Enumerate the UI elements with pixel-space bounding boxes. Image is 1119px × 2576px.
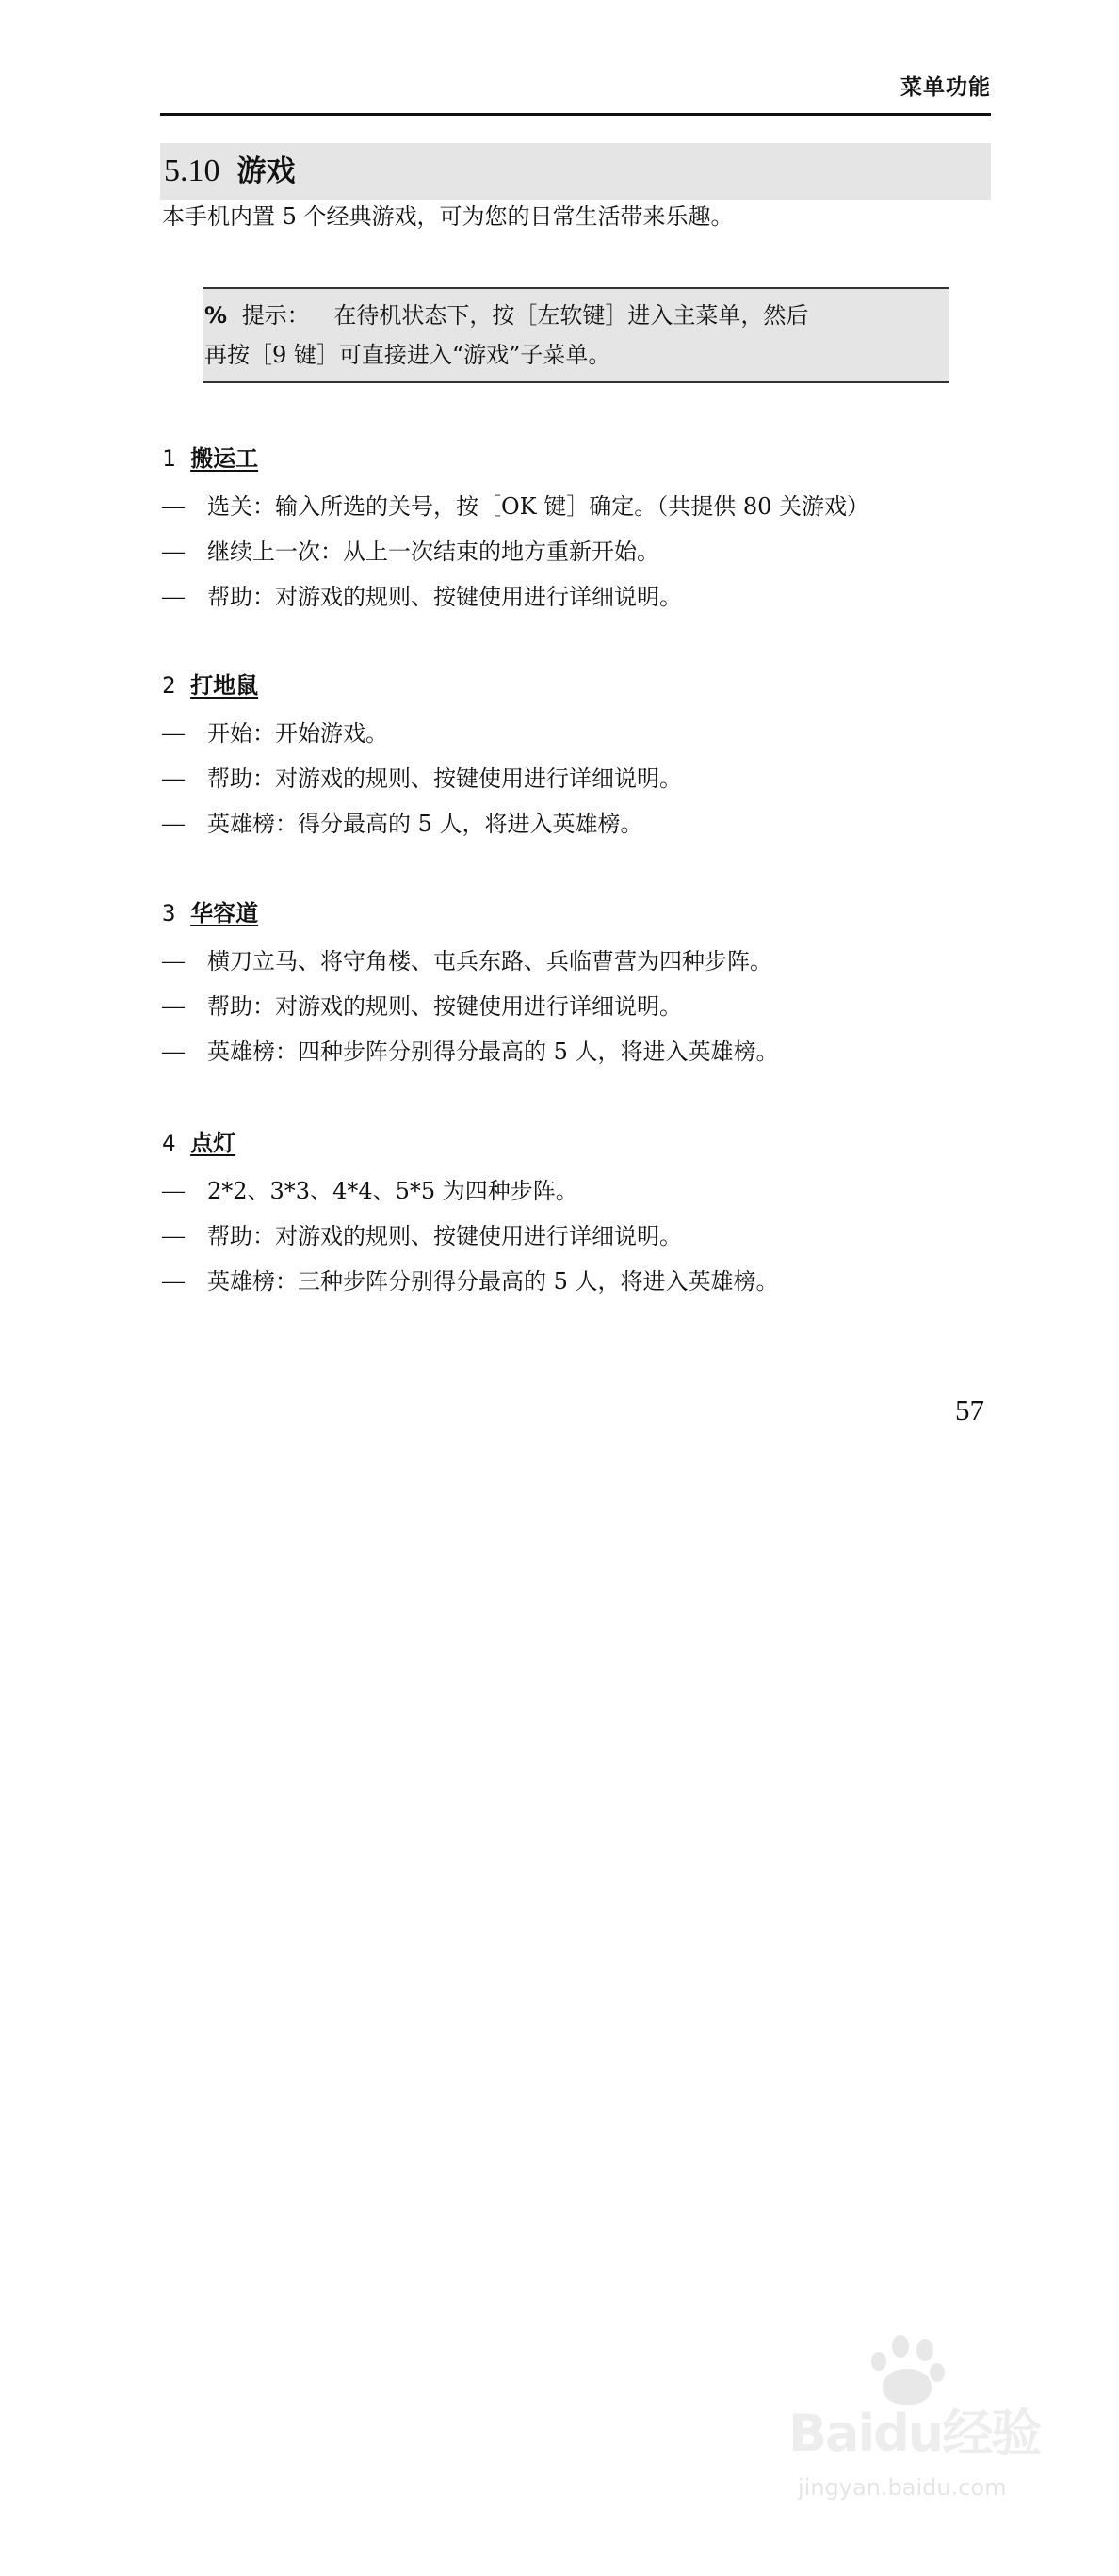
- section-heading-bar: [160, 143, 991, 200]
- list-dash: —: [162, 812, 185, 836]
- game-item-text: 英雄榜：三种步阵分别得分最高的 5 人，将进入英雄榜。: [207, 1268, 779, 1295]
- page-number: 57: [955, 1393, 984, 1426]
- game-number: 2: [162, 672, 176, 699]
- game-section-4: [162, 1127, 1010, 1308]
- list-dash: —: [162, 585, 185, 609]
- game-item-text: 2*2、3*3、4*4、5*5 为四种步阵。: [207, 1178, 578, 1204]
- tip-text-line-1: 在待机状态下，按［左软键］进入主菜单，然后: [333, 302, 809, 329]
- game-title: [162, 669, 1010, 701]
- game-item-text: 选关：输入所选的关号，按［OK 键］确定。（共提供 80 关游戏）: [207, 493, 870, 520]
- paw-icon: [862, 2333, 949, 2412]
- game-item-text: 英雄榜：得分最高的 5 人，将进入英雄榜。: [207, 811, 643, 837]
- game-list-item: [162, 533, 1010, 578]
- game-list-item: [162, 1263, 1010, 1308]
- game-list-item: [162, 578, 1010, 623]
- game-name: 打地鼠: [190, 672, 259, 699]
- section-intro: 本手机内置 5 个经典游戏，可为您的日常生活带来乐趣。: [162, 203, 734, 230]
- game-list-item: [162, 942, 1010, 988]
- game-list-item: [162, 805, 1010, 850]
- list-dash: —: [162, 539, 185, 564]
- game-list-item: [162, 488, 1010, 533]
- game-name: 华容道: [190, 900, 259, 926]
- list-dash: —: [162, 721, 185, 746]
- game-item-text: 帮助：对游戏的规则、按键使用进行详细说明。: [207, 993, 682, 1020]
- section-number: 5.10: [164, 153, 220, 188]
- game-item-text: 帮助：对游戏的规则、按键使用进行详细说明。: [207, 1223, 682, 1249]
- baidu-watermark: [787, 2333, 1071, 2531]
- tip-box: [203, 287, 949, 383]
- game-section-1: [162, 443, 1010, 623]
- game-list-item: [162, 1172, 1010, 1217]
- game-title: [162, 897, 1010, 929]
- game-section-2: [162, 669, 1010, 850]
- section-title: [164, 151, 296, 192]
- list-dash: —: [162, 949, 185, 974]
- list-dash: —: [162, 494, 185, 519]
- tip-line-2: 再按［9 键］可直接进入“游戏”子菜单。: [204, 342, 611, 368]
- game-item-text: 横刀立马、将守角楼、屯兵东路、兵临曹营为四种步阵。: [207, 948, 772, 974]
- tip-label: 提示：: [241, 302, 310, 329]
- game-name: 点灯: [190, 1130, 236, 1156]
- game-list-item: [162, 1033, 1010, 1078]
- game-name: 搬运工: [190, 445, 259, 472]
- list-dash: —: [162, 1039, 185, 1064]
- game-section-3: [162, 897, 1010, 1078]
- list-dash: —: [162, 1179, 185, 1203]
- page-header: [160, 73, 991, 116]
- game-list-item: [162, 760, 1010, 805]
- watermark-url: jingyan.baidu.com: [798, 2474, 1007, 2501]
- tip-line-1: [204, 298, 947, 332]
- list-dash: —: [162, 994, 185, 1019]
- game-list-item: [162, 715, 1010, 760]
- list-dash: —: [162, 766, 185, 791]
- game-item-text: 英雄榜：四种步阵分别得分最高的 5 人，将进入英雄榜。: [207, 1038, 779, 1065]
- game-list-item: [162, 1217, 1010, 1263]
- tip-icon: %: [204, 302, 228, 329]
- game-title: [162, 1127, 1010, 1159]
- chapter-title: 菜单功能: [900, 75, 991, 100]
- game-number: 1: [162, 445, 176, 472]
- game-title: [162, 443, 1010, 475]
- game-item-text: 帮助：对游戏的规则、按键使用进行详细说明。: [207, 584, 682, 610]
- game-list-item: [162, 988, 1010, 1033]
- list-dash: —: [162, 1224, 185, 1248]
- game-number: 3: [162, 900, 176, 926]
- game-item-text: 继续上一次：从上一次结束的地方重新开始。: [207, 539, 659, 565]
- game-item-text: 帮助：对游戏的规则、按键使用进行详细说明。: [207, 765, 682, 792]
- game-item-text: 开始：开始游戏。: [207, 720, 388, 747]
- section-name: 游戏: [236, 154, 296, 188]
- list-dash: —: [162, 1269, 185, 1294]
- game-number: 4: [162, 1130, 176, 1156]
- watermark-brand: Baidu经验: [788, 2404, 1041, 2463]
